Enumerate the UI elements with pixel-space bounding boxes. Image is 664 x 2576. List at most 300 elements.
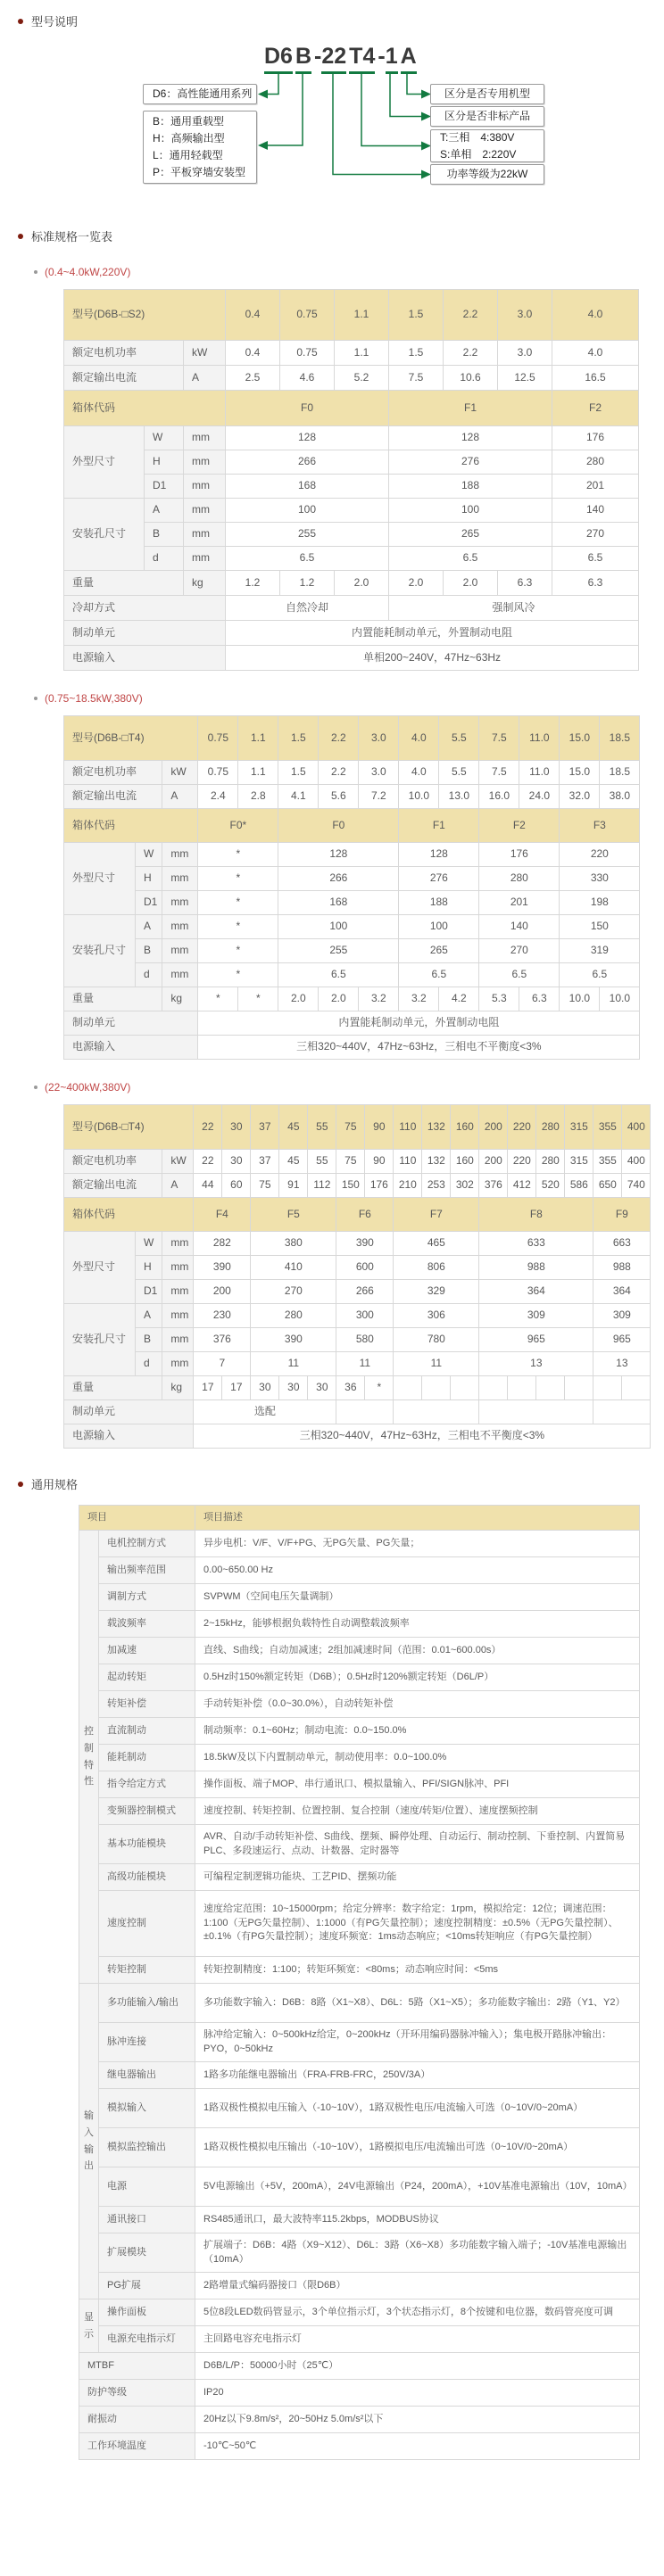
table-cell: 4.1: [278, 785, 319, 809]
table-cell: 2路增量式编码器接口（限D6B）: [195, 2273, 640, 2299]
table-cell: 6.5: [278, 963, 399, 987]
table-row: [64, 915, 640, 939]
table-header-cell: F2: [479, 809, 560, 843]
table-cell: 663: [593, 1232, 651, 1256]
table-cell: 可编程定制逻辑功能块、工艺PID、摆频功能: [195, 1864, 640, 1891]
subsection-title: (22~400kW,380V): [45, 1081, 131, 1094]
table-row: [64, 1232, 651, 1256]
table-cell: 265: [399, 939, 479, 963]
table-cell: 制动单元: [64, 1400, 194, 1424]
table-header-cell: F5: [251, 1198, 336, 1232]
table-cell: d: [136, 963, 162, 987]
table-header-cell: F0: [226, 391, 389, 426]
table-cell: 364: [593, 1280, 651, 1304]
model-segment-power: 22: [321, 44, 346, 74]
table-cell: 1.1: [238, 761, 278, 785]
table-header-cell: 45: [279, 1105, 308, 1150]
table-cell: 319: [560, 939, 640, 963]
table-cell: 控制特性: [79, 1531, 99, 1984]
table-cell: 988: [479, 1256, 593, 1280]
table-header-cell: F8: [479, 1198, 593, 1232]
table-row: [79, 1691, 640, 1718]
table-cell: 6.3: [552, 571, 639, 596]
table-cell: 转矩补偿: [99, 1691, 195, 1718]
table-row: [64, 499, 639, 523]
table-header-cell: 132: [422, 1105, 451, 1150]
table-cell: 5位8段LED数码管显示，3个单位指示灯，3个状态指示灯，8个按键和电位器，数码管亮度可调: [195, 2299, 640, 2326]
table-row: [64, 1280, 651, 1304]
table-cell: 100: [278, 915, 399, 939]
table-cell: 脉冲给定输入：0~500kHz给定，0~200kHz（开环用编码器脉冲输入）；集电极开路脉冲输出：PYO，0~50kHz: [195, 2023, 640, 2062]
table-cell: 6.5: [226, 547, 389, 571]
table-cell: 220: [508, 1150, 536, 1174]
table-header-cell: 1.1: [238, 716, 278, 761]
table-cell: mm: [184, 547, 226, 571]
table-cell: 4.6: [280, 366, 335, 391]
table-row: [64, 1150, 651, 1174]
table-cell: 12.5: [498, 366, 552, 391]
table-cell: 显示: [79, 2299, 99, 2353]
table-cell: 188: [389, 475, 552, 499]
table-header-cell: 3.0: [498, 290, 552, 341]
table-cell: B: [145, 523, 184, 547]
table-row: [64, 809, 640, 843]
table-cell: *: [365, 1376, 394, 1400]
table-header-cell: 280: [536, 1105, 565, 1150]
table-cell: 1路双极性模拟电压输出（-10~10V），1路模拟电压/电流输出可选（0~10V/0~20mA）: [195, 2128, 640, 2167]
table-cell: 44: [194, 1174, 222, 1198]
bullet-icon: [34, 270, 37, 274]
table-cell: 376: [479, 1174, 508, 1198]
table-cell: 能耗制动: [99, 1745, 195, 1771]
model-box-load-type: [143, 111, 257, 184]
table-cell: 200: [194, 1280, 251, 1304]
table-row: [64, 1328, 651, 1352]
table-cell: 转矩控制: [99, 1957, 195, 1984]
table-cell: 0.00~650.00 Hz: [195, 1557, 640, 1584]
table-row: [64, 963, 640, 987]
table-cell: 309: [479, 1304, 593, 1328]
section-general-spec: [18, 1475, 664, 1492]
table-cell: 266: [278, 867, 399, 891]
table-cell: 11: [251, 1352, 336, 1376]
table-cell: 手动转矩补偿（0.0~30.0%），自动转矩补偿: [195, 1691, 640, 1718]
table-header-cell: 220: [508, 1105, 536, 1150]
table-row: [79, 1771, 640, 1798]
table-cell: mm: [162, 1304, 194, 1328]
table-cell: 390: [251, 1328, 336, 1352]
table-cell: [479, 1376, 508, 1400]
table-cell: *: [198, 987, 238, 1011]
table-cell: 38.0: [600, 785, 640, 809]
table-header-cell: 箱体代码: [64, 1198, 194, 1232]
table-cell: 2.4: [198, 785, 238, 809]
table-header-cell: 22: [194, 1105, 222, 1150]
table-cell: 额定输出电流: [64, 785, 162, 809]
table-cell: 6.5: [389, 547, 552, 571]
table-cell: 输入输出: [79, 1984, 99, 2299]
table-cell: 266: [336, 1280, 394, 1304]
table-cell: B: [136, 939, 162, 963]
table-cell: A: [162, 785, 198, 809]
table-cell: D6B/L/P：50000小时（25℃）: [195, 2353, 640, 2380]
table-row: [64, 1376, 651, 1400]
model-segment-series: D6: [264, 44, 293, 74]
table-cell: 280: [251, 1304, 336, 1328]
table-cell: mm: [162, 1232, 194, 1256]
table-cell: [593, 1376, 622, 1400]
model-segment-nonstd: 1: [386, 44, 398, 74]
model-segment-load: B: [295, 44, 311, 74]
table-row: [79, 2299, 640, 2326]
table-cell: 280: [536, 1150, 565, 1174]
table-cell: 280: [479, 867, 560, 891]
table-cell: 412: [508, 1174, 536, 1198]
table-row: [64, 646, 639, 671]
table-cell: 电机控制方式: [99, 1531, 195, 1557]
table-cell: 1.1: [335, 341, 389, 366]
table-header-cell: 2.2: [444, 290, 498, 341]
table-cell: 276: [399, 867, 479, 891]
table-row: [79, 1506, 640, 1531]
table-cell: 耐振动: [79, 2407, 195, 2433]
table-cell: 3.2: [399, 987, 439, 1011]
table-row: [79, 2353, 640, 2380]
table-row: [79, 1584, 640, 1611]
table-cell: kg: [162, 1376, 194, 1400]
table-row: [64, 939, 640, 963]
table-header-cell: 5.5: [439, 716, 479, 761]
subsection-380v-large: [34, 1081, 664, 1094]
table-cell: 306: [394, 1304, 479, 1328]
table-row: [64, 475, 639, 499]
table-header-cell: 200: [479, 1105, 508, 1150]
model-number: [264, 44, 419, 74]
table-cell: 176: [552, 426, 639, 450]
table-cell: 24.0: [519, 785, 560, 809]
table-header-cell: 1.1: [335, 290, 389, 341]
table-cell: 100: [399, 915, 479, 939]
table-cell: 188: [399, 891, 479, 915]
table-row: [79, 1798, 640, 1825]
table-cell: 2.0: [444, 571, 498, 596]
table-cell: 安装孔尺寸: [64, 1304, 136, 1376]
table-cell: 2.8: [238, 785, 278, 809]
table-cell: H: [136, 1256, 162, 1280]
table-cell: 110: [394, 1150, 422, 1174]
table-cell: 740: [622, 1174, 651, 1198]
table-row: [79, 1664, 640, 1691]
table-header-cell: 1.5: [278, 716, 319, 761]
table-cell: 965: [479, 1328, 593, 1352]
table-cell: d: [145, 547, 184, 571]
section-model-description: [18, 12, 664, 29]
table-cell: mm: [162, 1328, 194, 1352]
table-row: [64, 1424, 651, 1449]
table-cell: mm: [184, 426, 226, 450]
table-cell: 6.5: [552, 547, 639, 571]
table-row: [64, 547, 639, 571]
table-row: [64, 341, 639, 366]
table-cell: mm: [184, 499, 226, 523]
table-cell: kg: [162, 987, 198, 1011]
table-cell: 22: [194, 1150, 222, 1174]
table-cell: 150: [560, 915, 640, 939]
table-cell: 模拟输入: [99, 2089, 195, 2128]
table-cell: 128: [389, 426, 552, 450]
table-row: [64, 523, 639, 547]
table-cell: 3.0: [359, 761, 399, 785]
table-header-cell: 15.0: [560, 716, 600, 761]
table-cell: *: [198, 891, 278, 915]
table-row: [79, 2326, 640, 2353]
table-cell: 132: [422, 1150, 451, 1174]
table-cell: 自然冷却: [226, 596, 389, 621]
table-header-cell: F6: [336, 1198, 394, 1232]
table-cell: 168: [278, 891, 399, 915]
table-cell: 安装孔尺寸: [64, 915, 136, 987]
table-cell: [451, 1376, 479, 1400]
model-box-voltage-line: S:单相 2:220V: [440, 147, 517, 161]
table-cell: 176: [365, 1174, 394, 1198]
table-cell: *: [198, 867, 278, 891]
table-cell: 5.3: [479, 987, 519, 1011]
table-cell: 13: [593, 1352, 651, 1376]
table-cell: *: [198, 843, 278, 867]
table-cell: 6.5: [399, 963, 479, 987]
table-cell: mm: [162, 867, 198, 891]
table-cell: 410: [251, 1256, 336, 1280]
bullet-icon: [34, 1086, 37, 1089]
table-cell: 11: [394, 1352, 479, 1376]
table-cell: 6.5: [479, 963, 560, 987]
table-header-cell: 项目: [79, 1506, 195, 1531]
table-cell: 指令给定方式: [99, 1771, 195, 1798]
table-cell: 3.0: [498, 341, 552, 366]
table-header-cell: 90: [365, 1105, 394, 1150]
table-header-cell: 0.75: [280, 290, 335, 341]
table-cell: 3.2: [359, 987, 399, 1011]
table-cell: 2.2: [444, 341, 498, 366]
table-row: [64, 1256, 651, 1280]
table-cell: 制动单元: [64, 621, 226, 646]
table-row: [64, 785, 640, 809]
table-header-cell: F2: [552, 391, 639, 426]
spec-table-380v-large: [63, 1104, 664, 1449]
table-cell: 465: [394, 1232, 479, 1256]
table-cell: 60: [222, 1174, 251, 1198]
table-cell: 制动单元: [64, 1011, 198, 1036]
table-cell: 400: [622, 1150, 651, 1174]
table-cell: 6.3: [498, 571, 552, 596]
table-header-cell: 7.5: [479, 716, 519, 761]
spec-table: [79, 1505, 640, 2460]
table-cell: 201: [479, 891, 560, 915]
table-header-cell: 项目描述: [195, 1506, 640, 1531]
table-cell: 重量: [64, 1376, 162, 1400]
table-cell: kW: [162, 761, 198, 785]
table-header-cell: 18.5: [600, 716, 640, 761]
model-box-special-label: 区分是否专用机型: [444, 87, 530, 100]
table-header-cell: 型号(D6B-□T4): [64, 716, 198, 761]
model-box-power-label: 功率等级为22kW: [446, 168, 528, 180]
general-spec-table: [79, 1505, 664, 2460]
table-cell: [422, 1376, 451, 1400]
table-cell: 140: [552, 499, 639, 523]
table-row: [79, 2407, 640, 2433]
table-cell: 364: [479, 1280, 593, 1304]
model-dash: -: [314, 44, 322, 69]
table-cell: mm: [162, 891, 198, 915]
table-cell: 1路多功能继电器输出（FRA-FRB-FRC，250V/3A）: [195, 2062, 640, 2089]
table-cell: 额定电机功率: [64, 761, 162, 785]
table-cell: 1.2: [226, 571, 280, 596]
table-cell: 脉冲连接: [99, 2023, 195, 2062]
model-dash: -: [378, 44, 386, 69]
section-title: 型号说明: [31, 15, 79, 29]
table-cell: 重量: [64, 987, 162, 1011]
model-box-series: [143, 84, 257, 104]
table-cell: 10.0: [399, 785, 439, 809]
table-cell: 309: [593, 1304, 651, 1328]
table-row: [79, 2062, 640, 2089]
table-cell: 速度给定范围：10~15000rpm；给定分辨率：数字给定：1rpm，模拟给定：12位；调速范围：1:100（无PG矢量控制）、1:1000（有PG矢量控制）；速度控制精度：±0.5%（无PG矢量控制）、±0.1%（有PG矢量控制）；速度环频宽：1ms动态响应；<10ms转矩响应（有PG矢量控制）: [195, 1891, 640, 1957]
table-cell: 140: [479, 915, 560, 939]
table-cell: *: [198, 939, 278, 963]
table-cell: 160: [451, 1150, 479, 1174]
table-header-cell: 315: [565, 1105, 593, 1150]
table-cell: D1: [145, 475, 184, 499]
table-cell: 2.0: [389, 571, 444, 596]
model-box-special: [430, 84, 544, 104]
table-cell: mm: [162, 963, 198, 987]
table-header-cell: 型号(D6B-□S2): [64, 290, 226, 341]
table-row: [79, 1638, 640, 1664]
table-cell: 270: [251, 1280, 336, 1304]
table-row: [64, 1105, 651, 1150]
table-cell: [593, 1400, 651, 1424]
table-cell: H: [136, 867, 162, 891]
table-row: [64, 1198, 651, 1232]
table-cell: 18.5: [600, 761, 640, 785]
table-cell: 355: [593, 1150, 622, 1174]
subsection-380v-small: [34, 692, 664, 705]
table-cell: d: [136, 1352, 162, 1376]
table-cell: 13.0: [439, 785, 479, 809]
table-cell: 扩展模块: [99, 2233, 195, 2273]
table-cell: 电源输入: [64, 1424, 194, 1449]
table-cell: 633: [479, 1232, 593, 1256]
table-cell: 329: [394, 1280, 479, 1304]
table-cell: 75: [251, 1174, 279, 1198]
table-cell: 1路双极性模拟电压输入（-10~10V），1路双极性电压/电流输入可选（0~10V/0~20mA）: [195, 2089, 640, 2128]
table-cell: 4.0: [399, 761, 439, 785]
table-header-cell: 0.4: [226, 290, 280, 341]
table-cell: 13: [479, 1352, 593, 1376]
model-box-series-label: D6：高性能通用系列: [153, 87, 253, 100]
table-row: [64, 571, 639, 596]
table-cell: 168: [226, 475, 389, 499]
table-cell: 选配: [194, 1400, 336, 1424]
table-row: [64, 843, 640, 867]
table-cell: 276: [389, 450, 552, 475]
table-cell: 直流制动: [99, 1718, 195, 1745]
spec-table: [63, 289, 639, 671]
table-cell: 20Hz以下9.8m/s²，20~50Hz 5.0m/s²以下: [195, 2407, 640, 2433]
table-cell: *: [238, 987, 278, 1011]
bullet-icon: [34, 697, 37, 700]
table-row: [64, 596, 639, 621]
table-cell: 201: [552, 475, 639, 499]
table-cell: mm: [162, 843, 198, 867]
table-cell: A: [136, 915, 162, 939]
table-cell: 0.4: [226, 341, 280, 366]
table-row: [79, 2233, 640, 2273]
table-row: [64, 1400, 651, 1424]
table-cell: mm: [162, 1280, 194, 1304]
table-row: [79, 1825, 640, 1864]
model-box-load-line: L：通用轻载型: [153, 149, 223, 161]
table-cell: 7.5: [389, 366, 444, 391]
table-cell: 三相320~440V，47Hz~63Hz，三相电不平衡度<3%: [198, 1036, 640, 1060]
table-cell: 255: [226, 523, 389, 547]
table-header-cell: 3.0: [359, 716, 399, 761]
table-row: [79, 1611, 640, 1638]
table-row: [64, 761, 640, 785]
table-cell: 16.5: [552, 366, 639, 391]
table-cell: 通讯接口: [99, 2207, 195, 2233]
model-box-load-line: H：高频输出型: [153, 132, 225, 144]
table-cell: kg: [184, 571, 226, 596]
table-header-cell: 55: [308, 1105, 336, 1150]
model-box-load-line: B：通用重载型: [153, 115, 225, 128]
table-cell: 150: [336, 1174, 365, 1198]
table-cell: 376: [194, 1328, 251, 1352]
table-cell: 253: [422, 1174, 451, 1198]
table-cell: 载波频率: [99, 1611, 195, 1638]
subsection-title: (0.75~18.5kW,380V): [45, 692, 143, 705]
table-cell: 32.0: [560, 785, 600, 809]
table-cell: D1: [136, 1280, 162, 1304]
table-cell: 390: [194, 1256, 251, 1280]
table-header-cell: 箱体代码: [64, 391, 226, 426]
table-cell: 16.0: [479, 785, 519, 809]
table-row: [64, 450, 639, 475]
table-cell: 0.5Hz时150%额定转矩（D6B）；0.5Hz时120%额定转矩（D6L/P）: [195, 1664, 640, 1691]
table-row: [64, 1174, 651, 1198]
table-row: [79, 1984, 640, 2023]
table-header-cell: 4.0: [399, 716, 439, 761]
bullet-icon: [18, 1482, 23, 1487]
table-cell: 起动转矩: [99, 1664, 195, 1691]
table-cell: 10.6: [444, 366, 498, 391]
table-cell: *: [198, 963, 278, 987]
table-cell: 100: [389, 499, 552, 523]
table-cell: W: [136, 1232, 162, 1256]
table-cell: 176: [479, 843, 560, 867]
table-cell: 1.5: [389, 341, 444, 366]
table-header-cell: 400: [622, 1105, 651, 1150]
table-row: [64, 1011, 640, 1036]
table-header-cell: 2.2: [319, 716, 359, 761]
table-cell: 内置能耗制动单元，外置制动电阻: [226, 621, 639, 646]
table-header-cell: 355: [593, 1105, 622, 1150]
table-row: [79, 1531, 640, 1557]
model-box-power: [430, 164, 544, 185]
table-cell: 600: [336, 1256, 394, 1280]
table-cell: MTBF: [79, 2353, 195, 2380]
table-header-cell: 75: [336, 1105, 365, 1150]
